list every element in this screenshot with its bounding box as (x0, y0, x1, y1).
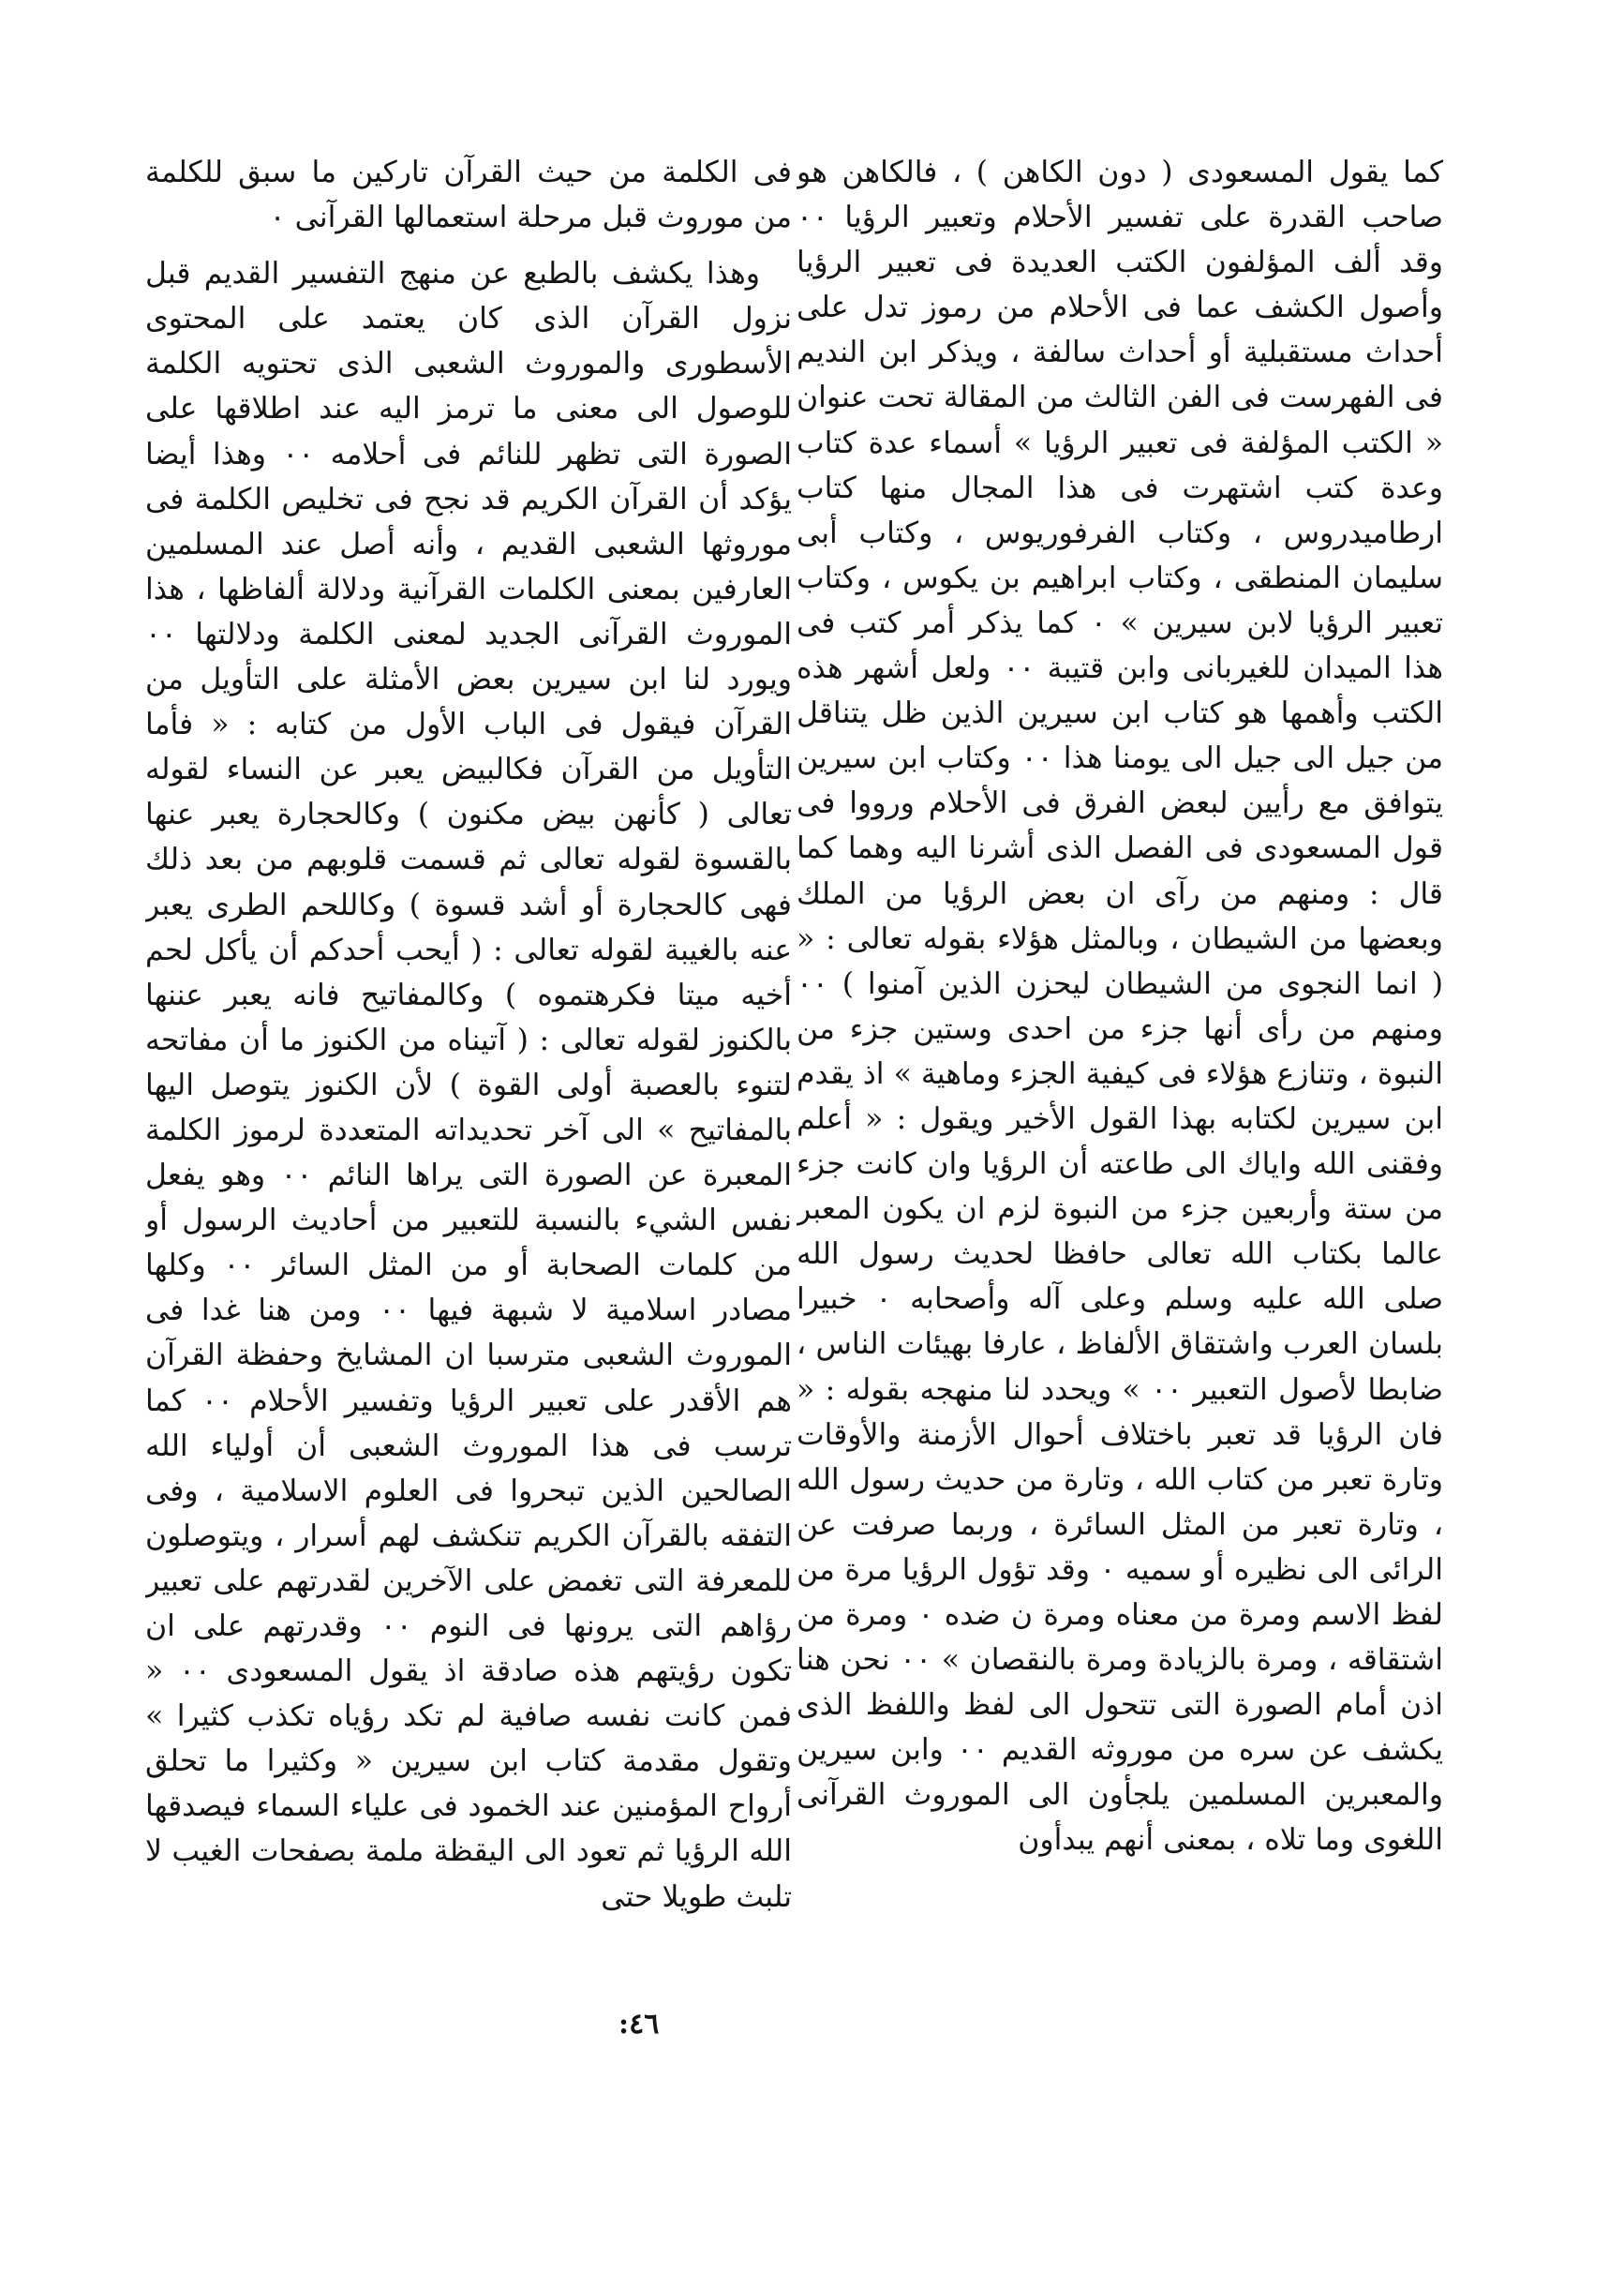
left-column (145, 150, 792, 1978)
page-number: ٤٦: (618, 2008, 660, 2041)
paragraph: كما يقول المسعودى ( دون الكاهن ) ، فالكاهن هو صاحب القدرة على تفسير الأحلام وتعبير الرؤيا ٠٠ وقد ألف المؤلفون الكتب العديدة فى تعبير الرؤيا وأصول الكشف عما فى الأحلام من رموز تدل على أحداث مستقبلية أو أحداث سالفة ، ويذكر ابن النديم فى الفهرست فى الفن الثالث من المقالة تحت عنوان « الكتب المؤلفة فى تعبير الرؤيا » أسماء عدة كتاب وعدة كتب اشتهرت فى هذا المجال منها كتاب ارطاميدروس ، وكتاب الفرفوريوس ، وكتاب أبى سليمان المنطقى ، وكتاب ابراهيم بن يكوس ، وكتاب تعبير الرؤيا لابن سيرين » ٠ كما يذكر أمر كتب فى هذا الميدان للغيربانى وابن قتيبة ٠٠ ولعل أشهر هذه الكتب وأهمها هو كتاب ابن سيرين الذين ظل يتناقل من جيل الى جيل الى يومنا هذا ٠٠ وكتاب ابن سيرين يتوافق مع رأيين لبعض الفرق فى الأحلام ورووا فى قول المسعودى فى الفصل الذى أشرنا اليه وهما كما قال : ومنهم من رآى ان بعض الرؤيا من الملك وبعضها من الشيطان ، وبالمثل هؤلاء بقوله تعالى : « ( انما النجوى من الشيطان ليحزن الذين آمنوا ) ٠٠ ومنهم من رأى أنها جزء من احدى وستين جزء من النبوة ، وتنازع هؤلاء فى كيفية الجزء وماهية » اذ يقدم ابن سيرين لكتابه بهذا القول الأخير ويقول : « أعلم وفقنى الله واياك الى طاعته أن الرؤيا وان كانت جزء من ستة وأربعين جزء من النبوة لزم ان يكون المعبر عالما بكتاب الله تعالى حافظا لحديث رسول الله صلى الله عليه وسلم وعلى آله وأصحابه ٠ خبيرا بلسان العرب واشتقاق الألفاظ ، عارفا بهيئات الناس ، ضابطا لأصول التعبير ٠٠ » ويحدد لنا منهجه بقوله : « فان الرؤيا قد تعبر باختلاف أحوال الأزمنة والأوقات وتارة تعبر من كتاب الله ، وتارة من حديث رسول الله ، وتارة تعبر من المثل السائرة ، وربما صرفت عن الرائى الى نظيره أو سميه ٠ وقد تؤول الرؤيا مرة من لفظ الاسم ومرة من معناه ومرة ن ضده ٠ ومرة من اشتقاقه ، ومرة بالزيادة ومرة بالنقصان » ٠٠ نحن هنا اذن أمام الصورة التى تتحول الى لفظ واللفظ الذى يكشف عن سره من موروثه القديم ٠٠ وابن سيرين والمعبرين المسلمين يلجأون الى الموروث القرآنى اللغوى وما تلاه ، بمعنى أنهم يبدأون (797, 156, 1443, 1858)
paragraph: وهذا يكشف بالطبع عن منهج التفسير القديم قبل نزول القرآن الذى كان يعتمد على المحتوى الأسطورى والموروث الشعبى الذى تحتويه الكلمة للوصول الى معنى ما ترمز اليه عند اطلاقها على الصورة التى تظهر للنائم فى أحلامه ٠٠ وهذا أيضا يؤكد أن القرآن الكريم قد نجح فى تخليص الكلمة فى موروثها الشعبى القديم ، وأنه أصل عند المسلمين العارفين بمعنى الكلمات القرآنية ودلالة ألفاظها ، هذا الموروث القرآنى الجديد لمعنى الكلمة ودلالتها ٠٠ ويورد لنا ابن سيرين بعض الأمثلة على التأويل من القرآن فيقول فى الباب الأول من كتابه : « فأما التأويل من القرآن فكالبيض يعبر عن النساء لقوله تعالى ( كأنهن بيض مكنون ) وكالحجارة يعبر عنها بالقسوة لقوله تعالى ثم قسمت قلوبهم من بعد ذلك فهى كالحجارة أو أشد قسوة ) وكاللحم الطرى يعبر عنه بالغيبة لقوله تعالى : ( أيحب أحدكم أن يأكل لحم أخيه ميتا فكرهتموه ) وكالمفاتيح فانه يعبر عننها بالكنوز لقوله تعالى : ( آتيناه من الكنوز ما أن مفاتحه لتنوء بالعصبة أولى القوة ) لأن الكنوز يتوصل اليها بالمفاتيح » الى آخر تحديداته المتعددة لرموز الكلمة المعبرة عن الصورة التى يراها النائم ٠٠ وهو يفعل نفس الشيء بالنسبة للتعبير من أحاديث الرسول أو من كلمات الصحابة أو من المثل السائر ٠٠ وكلها مصادر اسلامية لا شبهة فيها ٠٠ ومن هنا غدا فى الموروث الشعبى مترسبا ان المشايخ وحفظة القرآن هم الأقدر على تعبير الرؤيا وتفسير الأحلام ٠٠ كما ترسب فى هذا الموروث الشعبى أن أولياء الله الصالحين الذين تبحروا فى العلوم الاسلامية ، وفى التفقه بالقرآن الكريم تنكشف لهم أسرار ، ويتوصلون للمعرفة التى تغمض على الآخرين لقدرتهم على تعبير رؤاهم التى يرونها فى النوم ٠٠ وقدرتهم على ان تكون رؤيتهم هذه صادقة اذ يقول المسعودى ٠٠ « فمن كانت نفسه صافية لم تكد رؤياه تكذب كثيرا » وتقول مقدمة كتاب ابن سيرين « وكثيرا ما تحلق أرواح المؤمنين عند الخمود فى علياء السماء فيصدقها الله الرؤيا ثم تعود الى اليقظة ملمة بصفحات الغيب لا تلبث طويلا حتى (145, 257, 792, 1914)
paragraph: فى الكلمة من حيث القرآن تاركين ما سبق للكلمة من موروث قبل مرحلة استعمالها القرآنى ٠ (145, 156, 792, 235)
right-column (797, 150, 1443, 1978)
